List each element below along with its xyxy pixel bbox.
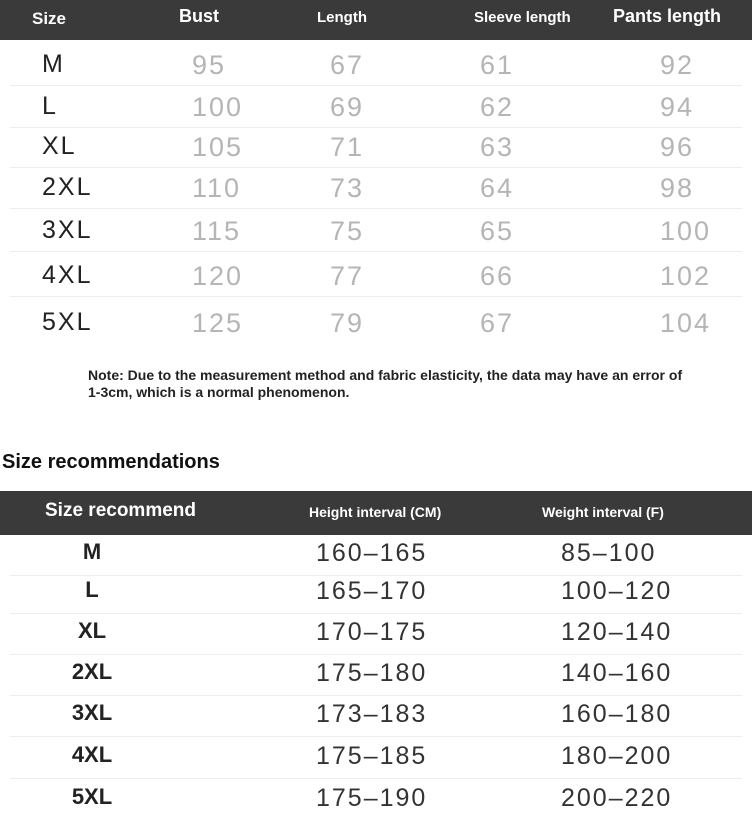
recommendations-header — [0, 491, 752, 535]
row-divider — [10, 208, 742, 209]
pants-cell: 102 — [660, 261, 712, 291]
recommendation-row — [0, 697, 752, 737]
pants-cell: 98 — [660, 173, 695, 203]
recommend-size-cell: XL — [77, 618, 107, 643]
recommend-size-cell: 4XL — [71, 742, 113, 767]
row-divider — [10, 654, 742, 655]
recommendation-row — [0, 615, 752, 655]
recommendations-title: Size recommendations — [2, 451, 220, 473]
length-cell: 69 — [330, 92, 365, 122]
bust-column-header: Bust — [179, 6, 219, 26]
size-chart-row — [0, 44, 752, 86]
height-cell: 175–180 — [316, 659, 428, 687]
weight-cell: 200–220 — [561, 784, 673, 812]
weight-cell: 85–100 — [561, 539, 657, 567]
recommend-size-cell: L — [85, 577, 99, 602]
height-interval-header: Height interval (CM) — [309, 504, 442, 520]
bust-cell: 125 — [192, 308, 244, 338]
weight-interval-header: Weight interval (F) — [542, 504, 664, 520]
height-cell: 165–170 — [316, 577, 428, 605]
row-divider — [10, 778, 742, 779]
recommendation-row — [0, 574, 752, 614]
pants-cell: 96 — [660, 132, 695, 162]
size-cell: 2XL — [42, 173, 93, 201]
weight-cell: 180–200 — [561, 742, 673, 770]
size-cell: 5XL — [42, 308, 93, 336]
recommend-size-cell: 5XL — [71, 784, 113, 809]
pants-column-header: Pants length — [613, 6, 722, 26]
recommend-size-cell: 3XL — [71, 700, 113, 725]
weight-cell: 140–160 — [561, 659, 673, 687]
height-cell: 160–165 — [316, 539, 428, 567]
bust-cell: 100 — [192, 92, 244, 122]
size-cell: M — [42, 50, 65, 78]
size-chart-header — [0, 0, 752, 40]
size-chart-row — [0, 255, 752, 297]
recommendation-row — [0, 656, 752, 696]
size-recommend-header: Size recommend — [45, 500, 196, 521]
bust-cell: 105 — [192, 132, 244, 162]
row-divider — [10, 736, 742, 737]
recommend-size-cell: M — [82, 539, 102, 564]
weight-cell: 100–120 — [561, 577, 673, 605]
row-divider — [10, 251, 742, 252]
size-cell: 3XL — [42, 216, 93, 244]
pants-cell: 94 — [660, 92, 695, 122]
height-cell: 170–175 — [316, 618, 428, 646]
bust-cell: 95 — [192, 50, 227, 80]
height-cell: 175–190 — [316, 784, 428, 812]
sleeve-cell: 65 — [480, 216, 515, 246]
sleeve-cell: 66 — [480, 261, 515, 291]
length-cell: 79 — [330, 308, 365, 338]
length-cell: 67 — [330, 50, 365, 80]
sleeve-cell: 61 — [480, 50, 515, 80]
length-cell: 77 — [330, 261, 365, 291]
pants-cell: 100 — [660, 216, 712, 246]
length-column-header: Length — [317, 9, 367, 26]
row-divider — [10, 695, 742, 696]
recommend-size-cell: 2XL — [71, 659, 113, 684]
recommendation-row — [0, 739, 752, 779]
bust-cell: 120 — [192, 261, 244, 291]
recommendation-row — [0, 536, 752, 576]
row-divider — [10, 613, 742, 614]
bust-cell: 115 — [192, 216, 242, 246]
size-chart-row — [0, 167, 752, 209]
size-chart-row — [0, 86, 752, 128]
size-chart-row — [0, 302, 752, 344]
height-cell: 173–183 — [316, 700, 428, 728]
pants-cell: 92 — [660, 50, 695, 80]
weight-cell: 120–140 — [561, 618, 673, 646]
recommendation-row — [0, 781, 752, 821]
length-cell: 75 — [330, 216, 365, 246]
sleeve-cell: 67 — [480, 308, 515, 338]
sleeve-cell: 62 — [480, 92, 515, 122]
size-cell: 4XL — [42, 261, 93, 289]
height-cell: 175–185 — [316, 742, 428, 770]
measurement-note: Note: Due to the measurement method and fabric elasticity, the data may have an error of 1-3cm, which is a normal phenomenon. — [88, 367, 683, 400]
length-cell: 71 — [330, 132, 365, 162]
bust-cell: 110 — [192, 173, 242, 203]
weight-cell: 160–180 — [561, 700, 673, 728]
size-cell: XL — [42, 132, 77, 160]
row-divider — [10, 296, 742, 297]
sleeve-cell: 63 — [480, 132, 515, 162]
size-column-header: Size — [32, 9, 67, 28]
sleeve-column-header: Sleeve length — [474, 9, 571, 26]
size-chart-row — [0, 210, 752, 252]
size-cell: L — [42, 92, 58, 120]
length-cell: 73 — [330, 173, 365, 203]
size-chart-row — [0, 126, 752, 168]
pants-cell: 104 — [660, 308, 712, 338]
sleeve-cell: 64 — [480, 173, 515, 203]
